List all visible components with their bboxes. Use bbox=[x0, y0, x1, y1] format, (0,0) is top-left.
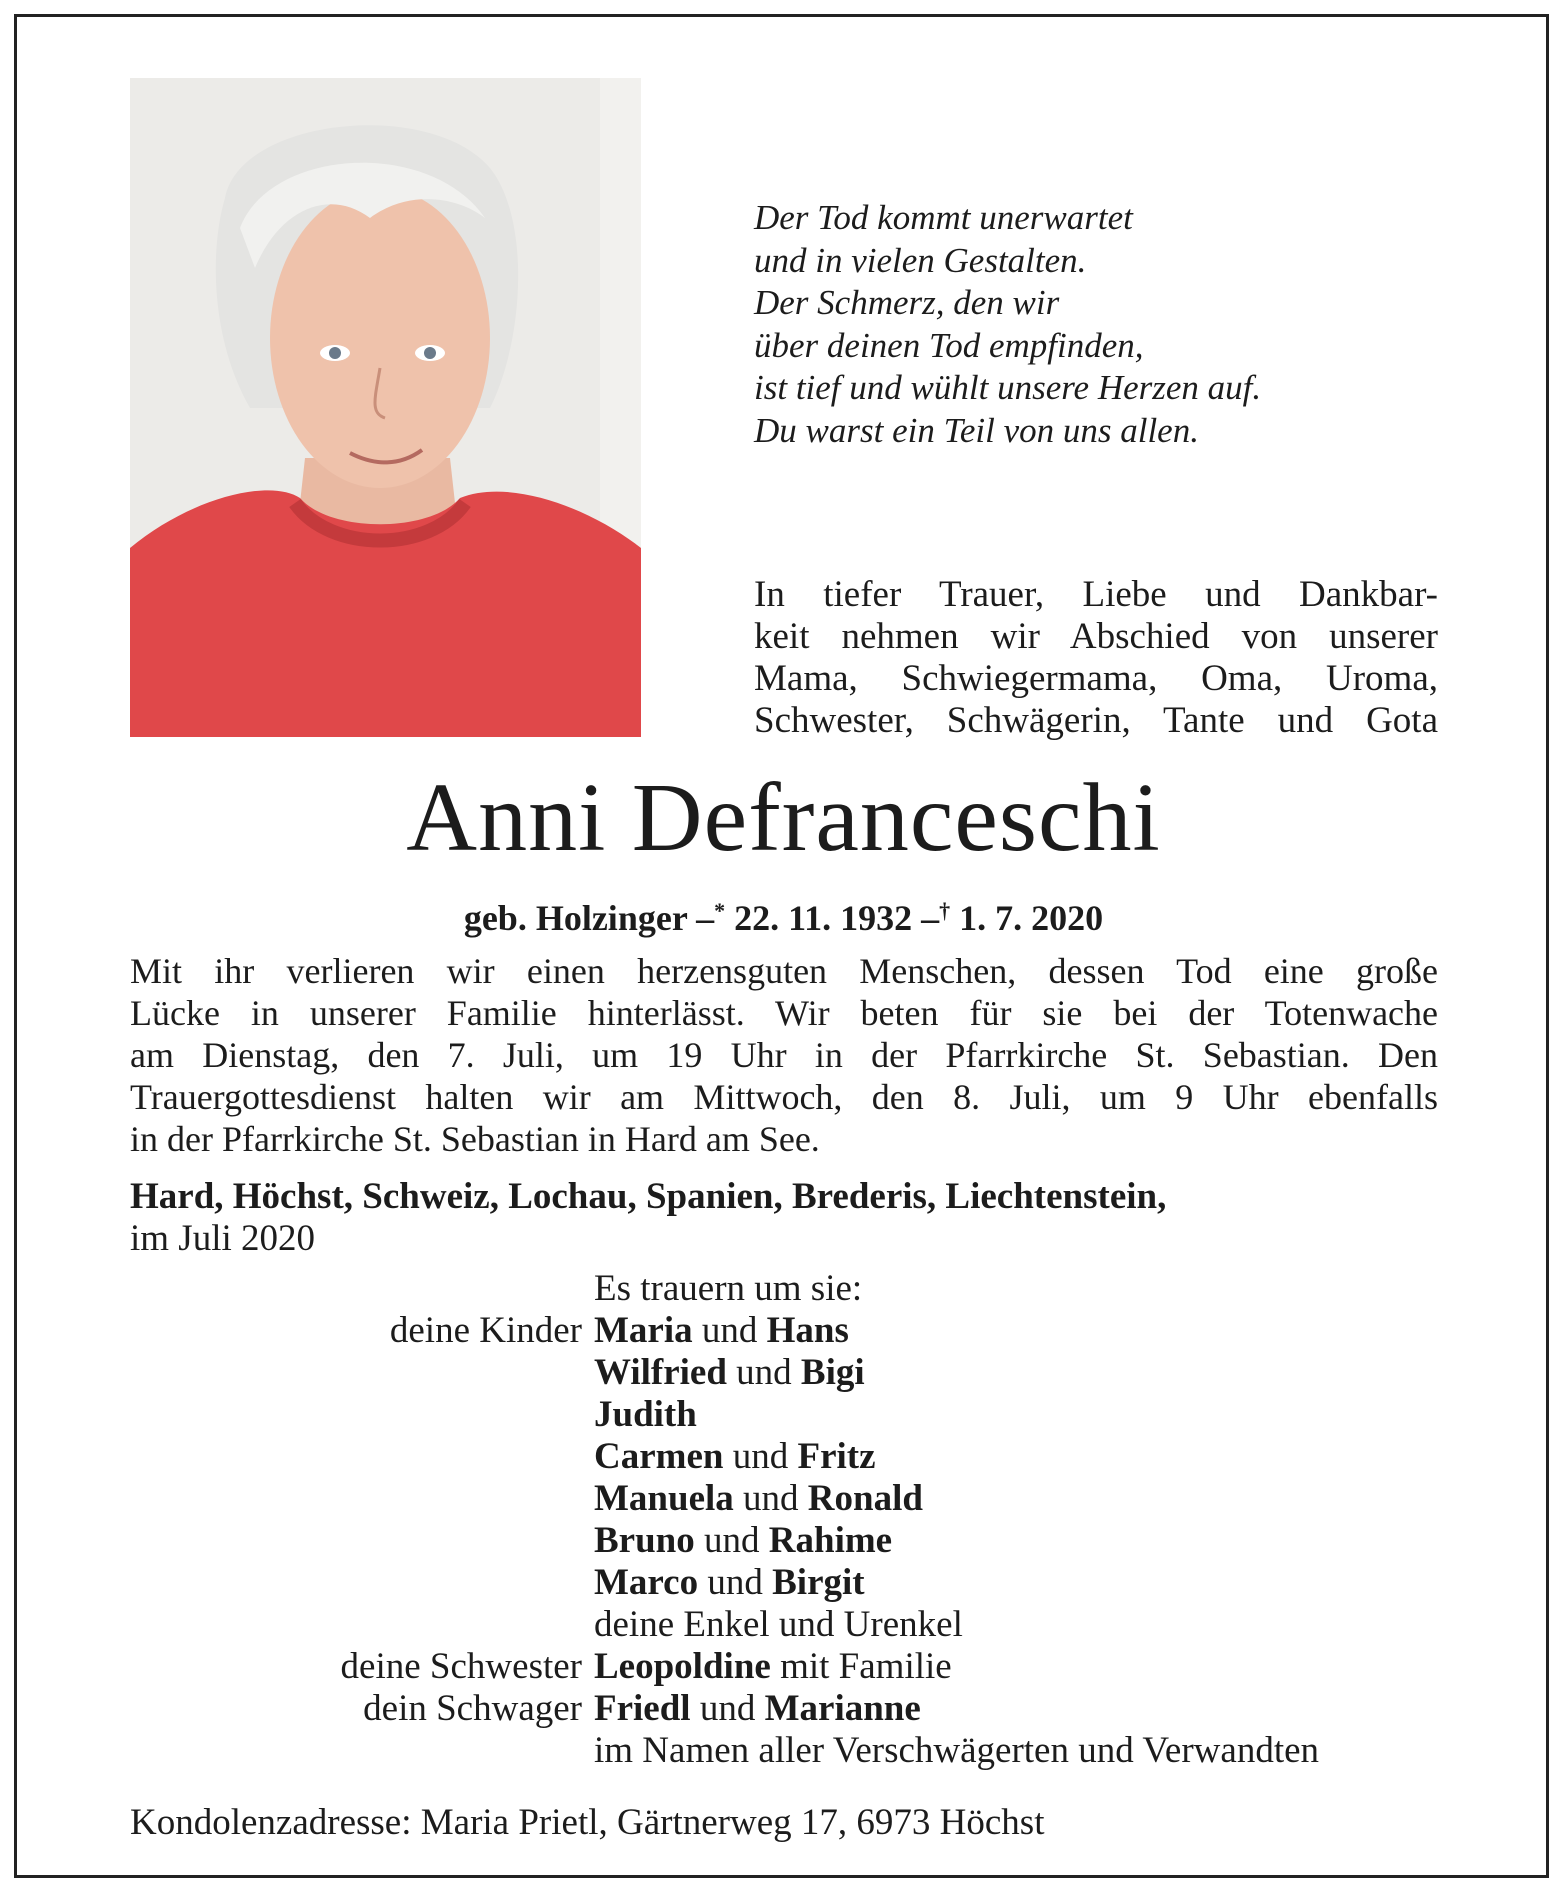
mourners-heading-row bbox=[130, 1268, 1450, 1310]
portrait-photo bbox=[130, 78, 641, 737]
condolence-address: Kondolenzadresse: Maria Prietl, Gärtnerweg 17, 6973 Höchst bbox=[130, 1802, 1045, 1843]
intro-paragraph bbox=[754, 574, 1438, 742]
places-block bbox=[130, 1176, 1450, 1260]
mourner-joiner: deine Enkel und Urenkel bbox=[594, 1604, 963, 1645]
mourner-name: Leopoldine bbox=[594, 1646, 771, 1687]
relation-label bbox=[130, 1436, 594, 1478]
mourner-name: Bruno bbox=[594, 1520, 695, 1561]
mourner-joiner: und bbox=[736, 1352, 792, 1393]
mourner-names bbox=[594, 1562, 865, 1604]
mourner-name: Fritz bbox=[797, 1436, 876, 1477]
relation-label bbox=[130, 1562, 594, 1604]
mourner-row bbox=[130, 1604, 1450, 1646]
mourner-joiner: und bbox=[732, 1436, 789, 1477]
body-line: Trauergottesdienst halten wir am Mittwoch, den 8. Juli, um 9 Uhr ebenfalls bbox=[130, 1077, 1438, 1117]
mourner-joiner: und bbox=[707, 1562, 763, 1603]
mourner-row bbox=[130, 1310, 1450, 1352]
mourner-row bbox=[130, 1478, 1450, 1520]
mourner-joiner: und bbox=[701, 1310, 758, 1351]
separator: – bbox=[921, 898, 940, 938]
mourner-names bbox=[594, 1688, 921, 1730]
mourner-names bbox=[594, 1730, 1319, 1772]
mourner-joiner: und bbox=[743, 1478, 799, 1519]
mourner-names bbox=[594, 1352, 865, 1394]
mourner-name: Bigi bbox=[800, 1352, 865, 1393]
intro-line: Schwester, Schwägerin, Tante und Gota bbox=[754, 700, 1438, 741]
mourner-joiner: und bbox=[704, 1520, 760, 1561]
mourner-name: Birgit bbox=[772, 1562, 865, 1603]
mourner-names bbox=[594, 1394, 697, 1436]
poem bbox=[754, 197, 1454, 452]
mourner-name: Manuela bbox=[594, 1478, 734, 1519]
mourner-name: Hans bbox=[766, 1310, 849, 1351]
mourner-names bbox=[594, 1436, 876, 1478]
mourner-name: Maria bbox=[594, 1310, 693, 1351]
relation-label: dein Schwager bbox=[363, 1688, 582, 1729]
relation-label bbox=[130, 1478, 594, 1520]
mourners-heading: Es trauern um sie: bbox=[594, 1268, 863, 1309]
mourner-row bbox=[130, 1394, 1450, 1436]
intro-line: Mama, Schwiegermama, Oma, Uroma, bbox=[754, 658, 1438, 699]
relation-label: deine Kinder bbox=[389, 1310, 582, 1351]
mourner-name: Friedl bbox=[594, 1688, 691, 1729]
mourner-row bbox=[130, 1436, 1450, 1478]
mourner-names bbox=[594, 1520, 892, 1562]
mourner-name: Marco bbox=[594, 1562, 699, 1603]
mourner-name: Ronald bbox=[807, 1478, 923, 1519]
mourner-names bbox=[594, 1604, 963, 1646]
mourners-list bbox=[130, 1268, 1450, 1772]
poem-line: Du warst ein Teil von uns allen. bbox=[754, 410, 1199, 450]
mourner-joiner: im Namen aller Verschwägerten und Verwandten bbox=[594, 1730, 1320, 1771]
places-list: Hard, Höchst, Schweiz, Lochau, Spanien, Brederis, Liechtenstein, bbox=[130, 1176, 1167, 1217]
mourner-row bbox=[130, 1730, 1450, 1772]
relation-label bbox=[130, 1394, 594, 1436]
mourner-row bbox=[130, 1688, 1450, 1730]
mourner-joiner: mit Familie bbox=[780, 1646, 952, 1687]
mourner-names bbox=[594, 1646, 952, 1688]
mourner-name: Judith bbox=[594, 1394, 697, 1435]
mourner-names bbox=[594, 1310, 849, 1352]
mourner-joiner: und bbox=[699, 1688, 756, 1729]
birth-name: geb. Holzinger bbox=[463, 898, 688, 938]
body-line: am Dienstag, den 7. Juli, um 19 Uhr in der Pfarrkirche St. Sebastian. Den bbox=[130, 1035, 1438, 1075]
birth-date: 22. 11. 1932 bbox=[734, 898, 913, 938]
mourner-name: Wilfried bbox=[594, 1352, 727, 1393]
relation-label bbox=[130, 1352, 594, 1394]
death-date: 1. 7. 2020 bbox=[959, 898, 1104, 938]
poem-line: über deinen Tod empfinden, bbox=[754, 325, 1144, 365]
mourner-row bbox=[130, 1646, 1450, 1688]
intro-line: keit nehmen wir Abschied von unserer bbox=[754, 616, 1438, 657]
body-line: in der Pfarrkirche St. Sebastian in Hard am See. bbox=[130, 1119, 820, 1159]
poem-line: Der Schmerz, den wir bbox=[754, 283, 1060, 322]
mourner-row bbox=[130, 1562, 1450, 1604]
body-paragraph bbox=[130, 950, 1438, 1160]
intro-line: In tiefer Trauer, Liebe und Dankbar- bbox=[754, 574, 1438, 615]
separator: – bbox=[696, 898, 715, 938]
places-date: im Juli 2020 bbox=[130, 1218, 316, 1259]
poem-line: ist tief und wühlt unsere Herzen auf. bbox=[754, 368, 1262, 407]
mourner-name: Marianne bbox=[764, 1688, 921, 1729]
birth-death-line bbox=[0, 891, 1567, 938]
body-line: Mit ihr verlieren wir einen herzensguten Menschen, dessen Tod eine große bbox=[130, 951, 1438, 991]
mourner-names bbox=[594, 1478, 923, 1520]
body-line: Lücke in unserer Familie hinterlässt. Wir beten für sie bei der Totenwache bbox=[130, 993, 1438, 1033]
poem-line: und in vielen Gestalten. bbox=[754, 240, 1087, 280]
relation-label bbox=[130, 1520, 594, 1562]
mourner-name: Carmen bbox=[594, 1436, 724, 1477]
death-symbol: † bbox=[939, 898, 951, 923]
relation-label bbox=[130, 1730, 594, 1772]
relation-label: deine Schwester bbox=[340, 1646, 582, 1687]
relation-label bbox=[130, 1604, 594, 1646]
mourner-name: Rahime bbox=[768, 1520, 893, 1561]
deceased-name: Anni Defranceschi bbox=[406, 764, 1161, 872]
mourner-row bbox=[130, 1520, 1450, 1562]
poem-line: Der Tod kommt unerwartet bbox=[754, 198, 1133, 237]
mourner-row bbox=[130, 1352, 1450, 1394]
birth-symbol: * bbox=[714, 898, 726, 923]
